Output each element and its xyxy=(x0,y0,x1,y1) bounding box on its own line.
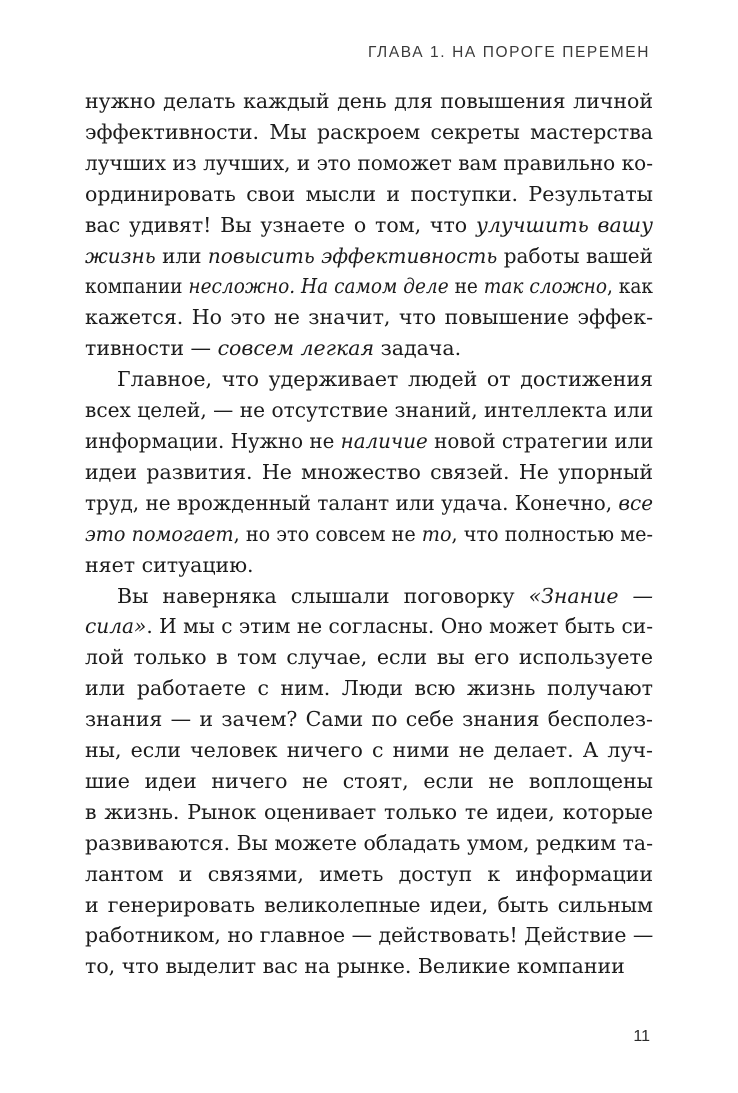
text-line xyxy=(85,951,653,982)
italic-run: то xyxy=(421,521,452,546)
text-line xyxy=(85,859,653,890)
text-run: нужно делать каждый день для повышения личной xyxy=(85,89,653,113)
italic-run: это помогает xyxy=(85,521,234,546)
text-run: то, что выделит вас на рынке. Великие компании xyxy=(85,954,625,979)
text-line xyxy=(85,86,653,117)
text-line xyxy=(85,673,653,704)
text-line xyxy=(85,797,653,828)
italic-run: жизнь xyxy=(85,243,156,268)
text-run: ны, если человек ничего с ними не делает. А луч- xyxy=(85,738,653,763)
text-run: знания — и зачем? Сами по себе знания бесполез- xyxy=(85,707,653,732)
text-line xyxy=(85,302,653,333)
text-run: няет ситуацию. xyxy=(85,552,254,577)
text-run: новой стратегии или xyxy=(427,428,654,453)
text-line xyxy=(85,241,653,272)
text-line xyxy=(85,550,653,581)
text-run: компании xyxy=(85,274,189,299)
italic-run: так сложно xyxy=(483,274,608,299)
paragraph xyxy=(85,581,653,983)
text-run: кажется. Но это не значит, что повышение эффек- xyxy=(85,305,653,330)
text-line xyxy=(85,642,653,673)
text-run: Главное, что удерживает людей от достижения xyxy=(117,367,653,392)
text-run: вас удивят! Вы узнаете о том, что xyxy=(85,212,476,237)
text-run: идеи развития. Не множество связей. Не упорный xyxy=(85,459,653,484)
italic-run: «Знание — xyxy=(528,583,653,608)
text-run: . И мы с этим не согласны. Оно может быть си- xyxy=(146,614,653,639)
text-run: всех целей, — не отсутствие знаний, интеллекта или xyxy=(85,398,654,423)
text-run: ординировать свои мысли и поступки. Результаты xyxy=(85,181,653,206)
text-run: лой только в том случае, если вы его используете xyxy=(85,645,653,670)
text-run: работником, но главное — действовать! Действие — xyxy=(85,923,654,948)
text-run: , что полностью ме- xyxy=(451,521,653,546)
text-run: информации. Нужно не xyxy=(85,428,341,453)
text-line xyxy=(85,395,653,426)
text-run: или работаете с ним. Люди всю жизнь получают xyxy=(85,676,653,701)
text-run: задача. xyxy=(374,336,462,361)
text-line xyxy=(85,117,653,148)
text-line xyxy=(85,519,653,550)
text-run: эффективности. Мы раскроем секреты мастерства xyxy=(85,119,653,144)
paragraph xyxy=(85,364,653,580)
text-line xyxy=(85,457,653,488)
paragraph xyxy=(85,86,653,364)
text-run: не xyxy=(448,274,484,299)
text-run: лучших из лучших, и это поможет вам правильно ко- xyxy=(85,150,653,175)
italic-run: сила» xyxy=(85,614,147,639)
text-line xyxy=(85,611,653,642)
italic-run: повысить эффективность xyxy=(207,243,498,268)
text-run: , как xyxy=(607,274,653,299)
text-line xyxy=(85,704,653,735)
text-run: Вы наверняка слышали поговорку xyxy=(117,583,529,608)
text-line xyxy=(85,890,653,921)
text-run: труд, не врожденный талант или удача. Конечно, xyxy=(85,490,619,515)
text-run: в жизнь. Рынок оценивает только те идеи, которые xyxy=(85,799,653,824)
text-line xyxy=(85,766,653,797)
text-line xyxy=(85,333,653,364)
italic-run: все xyxy=(618,490,653,515)
text-line xyxy=(85,735,653,766)
page-number: 11 xyxy=(633,1028,650,1045)
italic-run: совсем легкая xyxy=(217,336,375,361)
text-run: и генерировать великолепные идеи, быть сильным xyxy=(85,892,653,917)
body-text xyxy=(85,86,653,982)
italic-run: несложно. На самом деле xyxy=(188,274,449,299)
text-line xyxy=(85,488,653,519)
text-run: тивности — xyxy=(85,336,218,361)
text-line xyxy=(85,179,653,210)
text-line xyxy=(85,148,653,179)
italic-run: наличие xyxy=(340,428,428,453)
running-head: ГЛАВА 1. НА ПОРОГЕ ПЕРЕМЕН xyxy=(367,44,650,61)
italic-run: улучшить вашу xyxy=(475,212,653,237)
text-line xyxy=(85,271,653,302)
text-run: лантом и связями, иметь доступ к информации xyxy=(85,861,653,886)
text-line xyxy=(85,581,653,612)
text-line xyxy=(85,210,653,241)
text-run: или xyxy=(155,243,208,268)
text-run: развиваются. Вы можете обладать умом, редким та- xyxy=(85,830,654,855)
text-run: , но это совсем не xyxy=(233,521,422,546)
text-line xyxy=(85,364,653,395)
text-line xyxy=(85,828,653,859)
text-run: работы вашей xyxy=(497,243,653,268)
text-line xyxy=(85,920,653,951)
text-line xyxy=(85,426,653,457)
text-run: шие идеи ничего не стоят, если не воплощены xyxy=(85,768,653,793)
